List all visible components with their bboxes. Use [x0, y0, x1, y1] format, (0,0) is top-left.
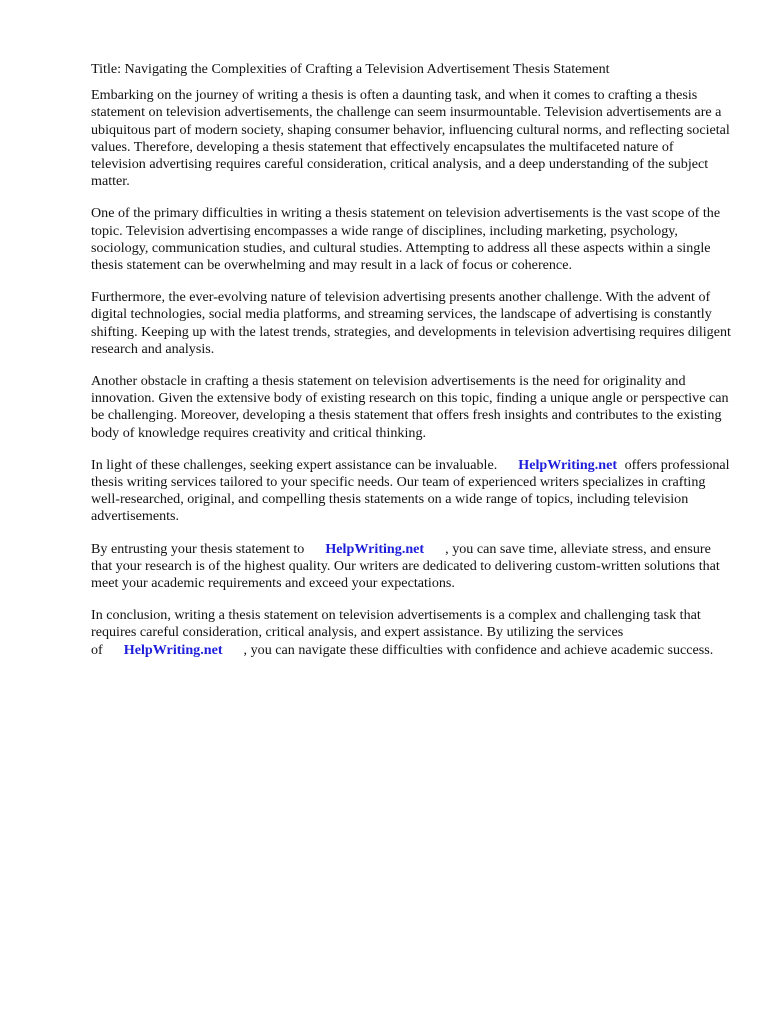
helpwriting-link[interactable]: HelpWriting.net	[123, 641, 223, 658]
document-page	[91, 61, 731, 674]
paragraph-intro	[91, 87, 731, 190]
paragraph-assistance	[91, 457, 731, 526]
helpwriting-link[interactable]: HelpWriting.net	[325, 540, 425, 557]
paragraph-conclusion	[91, 607, 731, 659]
paragraph-evolving	[91, 289, 731, 358]
helpwriting-link[interactable]: HelpWriting.net	[518, 456, 618, 473]
paragraph-originality-text: Another obstacle in crafting a thesis statement on television advertisements is the need for originality and innovation. Given the extensive body of existing research on this topic, finding a unique angle or perspective can be challenging. Moreover, developing a thesis statement that offers fresh insights and contributes to the existing body of knowledge requires creativity and critical thinking.	[91, 373, 729, 441]
paragraph-entrusting-text-before: By entrusting your thesis statement to	[91, 540, 305, 557]
paragraph-entrusting-text-after: , you can save time, alleviate stress, and ensure that your research is of the highest quality. Our writers are dedicated to delivering custom-written solutions that meet your academic requirements and exceed your expectations.	[91, 540, 720, 592]
paragraph-assistance-text-after: offers professional thesis writing services tailored to your specific needs. Our team of experienced writers specializes in crafting well-researched, original, and compelling thesis statements on a wide range of topics, including television advertisements.	[91, 456, 730, 525]
paragraph-assistance-text-before: In light of these challenges, seeking expert assistance can be invaluable.	[91, 456, 498, 473]
paragraph-scope	[91, 205, 731, 274]
paragraph-evolving-text: Furthermore, the ever-evolving nature of television advertising presents another challenge. With the advent of digital technologies, social media platforms, and streaming services, the landscape of advertising is constantly shifting. Keeping up with the latest trends, strategies, and developments in television advertising requires diligent research and analysis.	[91, 289, 731, 357]
paragraph-conclusion-text-after: , you can navigate these difficulties with confidence and achieve academic success.	[243, 641, 714, 658]
document-title: Title: Navigating the Complexities of Crafting a Television Advertisement Thesis Statement	[91, 61, 610, 77]
paragraph-entrusting	[91, 541, 731, 593]
paragraph-originality	[91, 373, 731, 442]
paragraph-intro-text: Embarking on the journey of writing a thesis is often a daunting task, and when it comes to crafting a thesis statement on television advertisements, the challenge can seem insurmountable. Television advertisements are a ubiquitous part of modern society, shaping consumer behavior, influencing cultural norms, and reflecting societal values. Therefore, developing a thesis statement that effectively encapsulates the multifaceted nature of television advertising requires careful consideration, critical analysis, and a deep understanding of the subject matter.	[91, 87, 730, 190]
paragraph-conclusion-text-before: In conclusion, writing a thesis statement on television advertisements is a complex and challenging task that requires careful consideration, critical analysis, and expert assistance. By utilizing the services of	[91, 607, 701, 658]
paragraph-scope-text: One of the primary difficulties in writing a thesis statement on television advertisements is the vast scope of the topic. Television advertising encompasses a wide range of disciplines, including marketing, psychology, sociology, communication studies, and cultural studies. Attempting to address all these aspects within a single thesis statement can be overwhelming and may result in a lack of focus or coherence.	[91, 205, 721, 274]
